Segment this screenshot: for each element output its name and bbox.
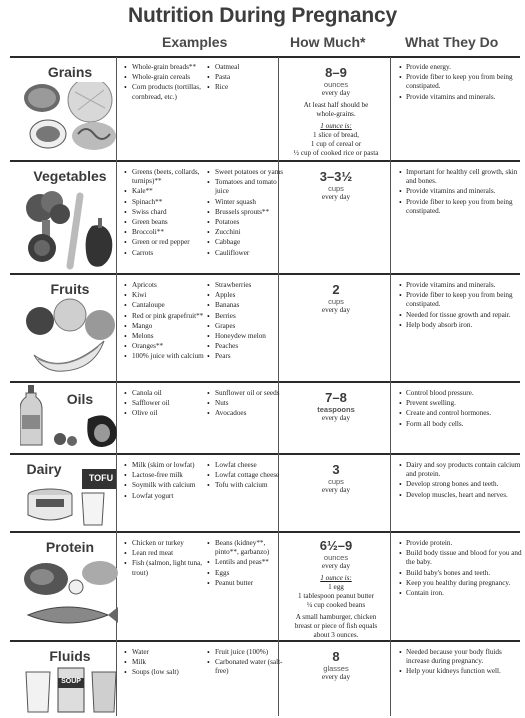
example-item: • Peaches <box>215 342 287 351</box>
example-item: • Cantaloupe <box>132 301 207 310</box>
amount-unit: glasses <box>323 664 349 673</box>
benefit-item: • Build body tissue and blood for you and the baby. <box>406 549 525 567</box>
example-item: • Honeydew melon <box>215 332 287 341</box>
amount-value: 2 <box>332 282 340 297</box>
benefit-item: • Prevent swelling. <box>406 399 525 408</box>
example-item: • Sunflower oil or seeds <box>215 389 291 398</box>
fluids-illustration <box>20 664 120 716</box>
column-header-what-they-do: What They Do <box>405 34 499 50</box>
amount-block <box>282 650 390 682</box>
soup-label: SOUP <box>61 678 81 685</box>
amount-note: At least half should be whole-grains. <box>303 101 369 118</box>
benefits-list <box>398 168 525 217</box>
example-item: • Apricots <box>132 281 207 290</box>
example-item: • Fish (salmon, light tuna, trout) <box>132 559 207 577</box>
amount-value: 3–3½ <box>319 169 353 184</box>
benefit-item: • Provide fiber to keep you from being constipated. <box>406 198 525 216</box>
examples-list-2 <box>206 281 287 363</box>
amount-unit: cups <box>328 184 344 193</box>
category-label: Vegetables <box>33 168 107 184</box>
category-label: Fruits <box>50 281 90 297</box>
example-item: • 100% juice with calcium <box>132 352 207 361</box>
example-item: • Winter squash <box>215 198 287 207</box>
amount-frequency: every day <box>321 486 351 494</box>
amount-unit: teaspoons <box>317 405 355 414</box>
benefits-list <box>398 63 525 103</box>
ounce-item: 1 slice of bread, <box>313 131 359 139</box>
ounce-item: 1 cup of cereal or <box>310 140 362 148</box>
example-item: • Bananas <box>215 301 287 310</box>
examples-list-2 <box>206 539 287 589</box>
section-dairy <box>10 455 520 530</box>
example-item: • Brussels sprouts** <box>215 208 287 217</box>
section-vegetables <box>10 162 520 272</box>
example-item: • Lowfat yogurt <box>132 492 207 501</box>
example-item: • Chicken or turkey <box>132 539 207 548</box>
examples-list-2 <box>206 63 285 94</box>
benefit-item: • Needed for tissue growth and repair. <box>406 311 525 320</box>
example-item: • Swiss chard <box>132 208 207 217</box>
benefit-item: • Important for healthy cell growth, skin and bones. <box>406 168 525 186</box>
tofu-label: TOFU <box>88 473 114 483</box>
section-fluids <box>10 642 520 716</box>
amount-block <box>282 539 390 640</box>
column-header-how-much: How Much* <box>290 34 366 50</box>
examples-list-1 <box>123 63 207 103</box>
amount-frequency: every day <box>321 414 351 422</box>
protein-illustration <box>20 559 120 635</box>
example-item: • Melons <box>132 332 207 341</box>
benefit-item: • Provide energy. <box>406 63 525 72</box>
example-item: • Strawberries <box>215 281 287 290</box>
ounce-item: 1 tablespoon peanut butter <box>297 592 375 600</box>
examples-list-1 <box>123 648 207 679</box>
example-item: • Green or red pepper <box>132 238 207 247</box>
benefit-item: • Provide vitamins and minerals. <box>406 187 525 196</box>
benefit-item: • Provide protein. <box>406 539 525 548</box>
benefit-item: • Provide fiber to keep you from being constipated. <box>406 291 525 309</box>
benefit-item: • Develop strong bones and teeth. <box>406 480 525 489</box>
benefits-list <box>398 281 525 331</box>
example-item: • Carrots <box>132 249 207 258</box>
amount-frequency: every day <box>321 193 351 201</box>
ounce-item: 1 egg <box>328 583 344 591</box>
benefit-item: • Keep you healthy during pregnancy. <box>406 579 525 588</box>
examples-list-2 <box>206 389 291 420</box>
examples-list-2 <box>206 461 287 492</box>
amount-block <box>282 283 390 315</box>
example-item: • Eggs <box>215 569 287 578</box>
amount-value: 7–8 <box>325 390 347 405</box>
example-item: • Kale** <box>132 187 207 196</box>
example-item: • Lean red meat <box>132 549 207 558</box>
benefit-item: • Provide vitamins and minerals. <box>406 281 525 290</box>
vegetables-illustration <box>20 186 120 270</box>
amount-frequency: every day <box>321 89 351 97</box>
example-item: • Grapes <box>215 322 287 331</box>
example-item: • Kiwi <box>132 291 207 300</box>
amount-value: 8–9 <box>325 65 347 80</box>
benefit-item: • Build baby's bones and teeth. <box>406 569 525 578</box>
example-item: • Whole-grain cereals <box>132 73 207 82</box>
example-item: • Lactose-free milk <box>132 471 207 480</box>
amount-value: 3 <box>332 462 340 477</box>
section-fruits <box>10 275 520 380</box>
grains-illustration <box>20 82 120 158</box>
ounce-item: ¼ cup cooked beans <box>306 601 366 609</box>
benefit-item: • Needed because your body fluids increase during pregnancy. <box>406 648 525 666</box>
benefit-item: • Develop muscles, heart and nerves. <box>406 491 525 500</box>
section-oils <box>10 383 520 452</box>
benefit-item: • Create and control hormones. <box>406 409 525 418</box>
category-label: Grains <box>47 64 93 80</box>
example-item: • Green beans <box>132 218 207 227</box>
example-item: • Peanut butter <box>215 579 287 588</box>
ounce-item: ½ cup of cooked rice or pasta <box>293 149 379 157</box>
example-item: • Milk (skim or lowfat) <box>132 461 207 470</box>
category-label: Oils <box>66 391 94 407</box>
example-item: • Fruit juice (100%) <box>215 648 287 657</box>
amount-block <box>282 66 390 158</box>
benefit-item: • Dairy and soy products contain calcium and protein. <box>406 461 525 479</box>
page-title: Nutrition During Pregnancy <box>128 4 397 27</box>
amount-note: A small hamburger, chicken breast or piece of fish equals about 3 ounces. <box>294 613 378 639</box>
amount-unit: cups <box>328 297 344 306</box>
examples-list-2 <box>206 648 287 678</box>
example-item: • Soymilk with calcium <box>132 481 207 490</box>
example-item: • Pasta <box>215 73 285 82</box>
example-item: • Water <box>132 648 207 657</box>
example-item: • Lentils and peas** <box>215 558 287 567</box>
example-item: • Olive oil <box>132 409 207 418</box>
amount-unit: ounces <box>323 553 349 562</box>
example-item: • Canola oil <box>132 389 207 398</box>
example-item: • Tomatoes and tomato juice <box>215 178 287 196</box>
example-item: • Apples <box>215 291 287 300</box>
benefits-list <box>398 539 525 599</box>
amount-frequency: every day <box>321 306 351 314</box>
ounce-label: 1 ounce is: <box>320 122 352 130</box>
amount-block <box>282 170 390 202</box>
example-item: • Beans (kidney**, pinto**, garbanzo) <box>215 539 287 557</box>
example-item: • Corn products (tortillas, cornbread, etc.) <box>132 83 207 101</box>
example-item: • Greens (beets, collards, turnips)** <box>132 168 207 186</box>
section-protein <box>10 533 520 639</box>
example-item: • Spinach** <box>132 198 207 207</box>
benefit-item: • Form all body cells. <box>406 420 525 429</box>
amount-frequency: every day <box>321 562 351 570</box>
fruits-illustration <box>20 297 120 377</box>
example-item: • Nuts <box>215 399 291 408</box>
example-item: • Carbonated water (salt-free) <box>215 658 287 676</box>
example-item: • Zucchini <box>215 228 287 237</box>
category-label: Fluids <box>49 648 91 664</box>
example-item: • Oatmeal <box>215 63 285 72</box>
example-item: • Red or pink grapefruit** <box>132 312 207 321</box>
section-grains <box>10 58 520 159</box>
oils-illustration <box>20 385 120 449</box>
benefits-list <box>398 389 525 430</box>
example-item: • Lowfat cheese <box>215 461 287 470</box>
examples-list-1 <box>123 389 207 420</box>
example-item: • Potatoes <box>215 218 287 227</box>
example-item: • Berries <box>215 312 287 321</box>
examples-list-1 <box>123 281 207 363</box>
benefit-item: • Contain iron. <box>406 589 525 598</box>
amount-value: 8 <box>332 649 340 664</box>
example-item: • Soups (low salt) <box>132 668 207 677</box>
example-item: • Rice <box>215 83 285 92</box>
example-item: • Whole-grain breads** <box>132 63 207 72</box>
amount-unit: cups <box>328 477 344 486</box>
benefit-item: • Provide vitamins and minerals. <box>406 93 525 102</box>
example-item: • Oranges** <box>132 342 207 351</box>
example-item: • Cauliflower <box>215 249 287 258</box>
examples-list-1 <box>123 539 207 579</box>
example-item: • Mango <box>132 322 207 331</box>
amount-frequency: every day <box>321 673 351 681</box>
examples-list-1 <box>123 168 207 259</box>
amount-unit: ounces <box>323 80 349 89</box>
benefit-item: • Help your kidneys function well. <box>406 667 525 676</box>
example-item: • Safflower oil <box>132 399 207 408</box>
example-item: • Milk <box>132 658 207 667</box>
column-header-examples: Examples <box>162 34 228 50</box>
amount-value: 6½–9 <box>319 538 353 553</box>
amount-block <box>282 391 390 423</box>
amount-block <box>282 463 390 495</box>
benefits-list <box>398 461 525 501</box>
examples-list-2 <box>206 168 287 259</box>
ounce-label: 1 ounce is: <box>320 574 352 582</box>
category-label: Dairy <box>26 461 62 477</box>
benefit-item: • Control blood pressure. <box>406 389 525 398</box>
examples-list-1 <box>123 461 207 502</box>
example-item: • Pears <box>215 352 287 361</box>
example-item: • Sweet potatoes or yams <box>215 168 287 177</box>
example-item: • Broccoli** <box>132 228 207 237</box>
benefit-item: • Help body absorb iron. <box>406 321 525 330</box>
benefits-list <box>398 648 525 678</box>
benefit-item: • Provide fiber to keep you from being constipated. <box>406 73 525 91</box>
example-item: • Tofu with calcium <box>215 481 287 490</box>
category-label: Protein <box>45 539 95 555</box>
example-item: • Avocadoes <box>215 409 291 418</box>
example-item: • Lowfat cottage cheese <box>215 471 287 480</box>
example-item: • Cabbage <box>215 238 287 247</box>
